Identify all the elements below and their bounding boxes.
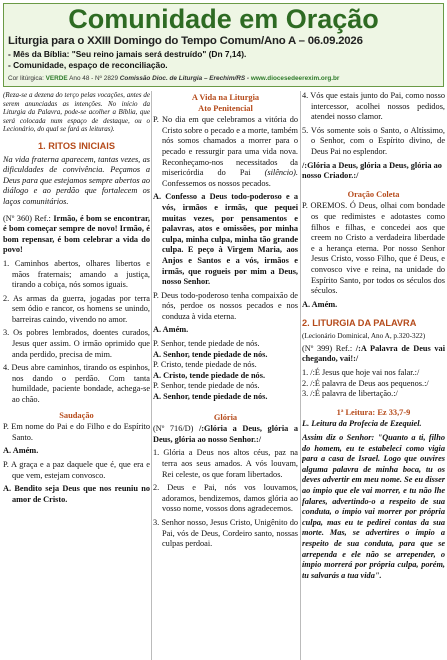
greeting-line xyxy=(3,422,150,443)
confiteor xyxy=(153,192,298,287)
speaker-label: A. xyxy=(3,446,12,456)
kyrie-line: P. Senhor, tende piedade de nós. xyxy=(153,381,260,391)
greeting-text: A graça e a paz daquele que é, que era e que vem, estejam convosco. xyxy=(11,460,150,480)
column-divider xyxy=(300,91,301,660)
opening-rubric: (Reza-se a dezena do terço pelas vocações, antes de serem anunciadas as intenções. No início da Liturgia da Palavra, pode-se acolher a Bíblia, que será colocada num espaço de destaque, ou o Lecionário, do qual se fará as leituras). xyxy=(3,91,150,134)
section-initial-rites: 1. RITOS INICIAIS xyxy=(38,140,115,151)
masthead xyxy=(3,3,444,87)
confiteor-text: Confesso a Deus todo-poderoso e a vós, irmãos e irmãs, que pequei muitas vezes, por pensamentos e palavras, atos e omissões, por minha culpa, minha culpa, minha tão grande culpa. E peço à Virgem Maria, aos Anjos e Santos e a vós, irmãos e irmãs, que rogueis por mim a Deus, nosso Senhor. xyxy=(162,192,298,287)
word-acclamation xyxy=(302,344,445,365)
column-1 xyxy=(3,91,150,660)
greeting-heading: Saudação xyxy=(59,410,94,420)
greeting-line xyxy=(3,460,150,481)
gloria-refrain-text: /:Glória a Deus, glória a Deus, glória ao nosso Senhor.:/ xyxy=(153,424,298,444)
commission-name: Comissão Dioc. de Liturgia – Erechim/RS - xyxy=(119,75,250,82)
gloria-stanza: 3. Senhor nosso, Jesus Cristo, Unigênito do Pai, vós de Deus, Cordeiro santo, nossas culpas perdoai. xyxy=(153,517,298,549)
greeting-text: Amém. xyxy=(12,446,39,456)
speaker-label: A. xyxy=(3,484,12,494)
first-reading-heading: 1ª Leitura: Ez 33,7-9 xyxy=(336,407,411,417)
gloria-stanza: 1. Glória a Deus nos altos céus, paz na terra aos seus amados. A vós louvam, Rei celeste, os que foram libertados. xyxy=(153,448,298,479)
acclamation-line: 2. /:É palavra de Deus aos pequenos.:/ xyxy=(302,378,429,388)
invitation-end: Confessemos os nossos pecados. xyxy=(162,178,271,188)
speaker-label: P. xyxy=(3,460,9,469)
acclamation-refrain: /:A Palavra de Deus vai chegando, vai!:/ xyxy=(302,343,445,364)
amen-response: A. Amém. xyxy=(153,325,189,335)
reading-intro: L. Leitura da Profecia de Ezequiel. xyxy=(302,419,422,429)
reading-text: Assim diz o Senhor: "Quanto a ti, filho do homem, eu te estabeleci como vigia para a casa de Israel. Logo que ouvires alguma palavra de minha boca, tu os deves advertir em meu nome. Se eu disser ao ímpio que ele vai morrer, e tu não lhe falares, advertindo-o a respeito de sua conduta, o ímpio vai morrer por própria culpa, mas eu te pedirei contas da sua morte. Mas, se advertires o ímpio a respeito de sua conduta, para que se arrependa e ele não se arrepender, o ímpio morrerá por própria culpa, porém, tu salvarás a tua vida". xyxy=(302,433,445,580)
speaker-label: P. xyxy=(3,422,9,432)
kyrie-line: P. Senhor, tende piedade de nós. xyxy=(153,339,260,349)
website-link[interactable]: www.diocesedeerexim.org.br xyxy=(250,75,340,82)
publication-info xyxy=(8,74,339,84)
entrance-song xyxy=(3,214,150,256)
penitential-act-heading: Ato Penitencial xyxy=(198,103,253,113)
penitential-invitation xyxy=(153,115,298,189)
gloria-stanza: 2. Deus e Pai, nós vos louvamos, adoramos, bendizemos, damos glória ao vosso nome, vossos dons agradecemos. xyxy=(153,483,298,514)
speaker-label: A. xyxy=(153,192,162,202)
gloria-refrain xyxy=(153,424,298,445)
theme-line: - Comunidade, espaço de reconciliação. xyxy=(8,60,168,70)
amen-response: A. Amém. xyxy=(302,299,338,309)
song-stanza: 1. Caminhos abertos, olhares libertos e mãos fraternais; amando a justiça, tirando a cobiça, nós somos iguais. xyxy=(3,258,150,290)
section-liturgy-of-word: 2. LITURGIA DA PALAVRA xyxy=(302,318,417,329)
liturgy-subtitle: Liturgia para o XXIII Domingo do Tempo Comum/Ano A – 06.09.2026 xyxy=(8,35,363,47)
column-3 xyxy=(302,91,445,660)
bulletin-title: Comunidade em Oração xyxy=(68,4,379,34)
gloria-final-refrain: /:Glória a Deus, glória a Deus, glória ao nosso Criador.:/ xyxy=(302,160,442,181)
kyrie-line: A. Senhor, tende piedade de nós. xyxy=(153,392,268,402)
absolution: P. Deus todo-poderoso tenha compaixão de nós, perdoe os nossos pecados e nos conduza à vida eterna. xyxy=(153,290,298,321)
acclamation-line: 1. /:É Jesus que hoje vai nos falar.:/ xyxy=(302,368,420,378)
kyrie-line: P. Cristo, tende piedade de nós. xyxy=(153,360,257,370)
greeting-line xyxy=(3,446,150,457)
song-stanza: 3. Os pobres lembrados, doentes curados, Jesus quer assim. O irmão oprimido que anda perdido, precisa de mim. xyxy=(3,328,150,359)
song-stanza: 2. As armas da guerra, jogadas por terra sem ódio e rancor, os homens se unindo, barreiras caindo, vivendo no amor. xyxy=(3,293,150,324)
liturgical-color-value: VERDE xyxy=(45,75,68,82)
song-reference: (Nº 360) Ref.: xyxy=(3,213,54,223)
lectionary-reference: (Lecionário Dominical, Ano A, p.320-322) xyxy=(302,331,426,340)
gloria-reference: (Nº 716/D) xyxy=(153,424,199,434)
column-2 xyxy=(153,91,298,660)
column-divider xyxy=(151,91,152,660)
greeting-line xyxy=(3,484,150,505)
collect-heading: Oração Coleta xyxy=(347,189,400,199)
gloria-stanza: 5. Vós somente sois o Santo, o Altíssimo, o Senhor, com o Espírito divino, de Deus Pai no esplendor. xyxy=(302,125,445,156)
invitation-text: P. No dia em que celebramos a vitória do Cristo sobre o pecado e a morte, também nós somos chamados a morrer para o pecado e ressurgir para uma vida nova. Reconheçamo-nos necessitados da misericórdia do Pai xyxy=(153,115,298,178)
collect-prayer: P. OREMOS. Ó Deus, olhai com bondade os que redimistes e adotastes como filhos e filhas, e concedei aos que creem no Cristo a verdadeira liberdade e a herança eterna. Por nosso Senhor Jesus Cristo, vosso Filho, que é Deus, e convosco vive e reina, na unidade do Espírito Santo, por todos os séculos dos séculos. xyxy=(302,201,445,296)
liturgical-color-label: Cor litúrgica: xyxy=(8,75,44,82)
greeting-text: Em nome do Pai e do Filho e do Espírito Santo. xyxy=(11,422,150,442)
kyrie-line: A. Cristo, tende piedade de nós. xyxy=(153,370,266,380)
welcome-text: Na vida fraterna aparecem, tantas vezes, as dificuldades de convivência. Peçamos a Deus para que estejamos sempre abertos ao diálogo e ao perdão que fortalecem os laços comunitários. xyxy=(3,154,150,206)
song-stanza: 4. Deus abre caminhos, tirando os espinhos, nos dando o perdão. Com tanta humildade, paciente bondade, achega-se ao chão. xyxy=(3,363,150,405)
kyrie-line: A. Senhor, tende piedade de nós. xyxy=(153,349,268,359)
silence-rubric: (silêncio). xyxy=(264,168,298,178)
acclamation-line: 3. /:É palavra de libertação.:/ xyxy=(302,389,398,399)
life-in-liturgy-heading: A Vida na Liturgia xyxy=(191,93,260,102)
acclamation-reference: (Nº 399) Ref.: xyxy=(302,343,356,353)
gloria-heading: Glória xyxy=(213,412,238,422)
bible-month-line: - Mês da Bíblia: "Seu reino jamais será destruído" (Dn 7,14). xyxy=(8,49,247,59)
song-refrain: Irmão, é bom se encontrar, é bom começar sempre de novo! Irmão, é bom repensar, é bom celebrar a vida do povo! xyxy=(3,213,150,255)
greeting-text: Bendito seja Deus que nos reuniu no amor de Cristo. xyxy=(12,484,150,504)
issue-number: Ano 48 - Nº 2829 xyxy=(69,75,119,82)
gloria-stanza: 4. Vós que estais junto do Pai, como nosso intercessor, acolhei nossos pedidos, atendei nosso clamor. xyxy=(302,91,445,122)
